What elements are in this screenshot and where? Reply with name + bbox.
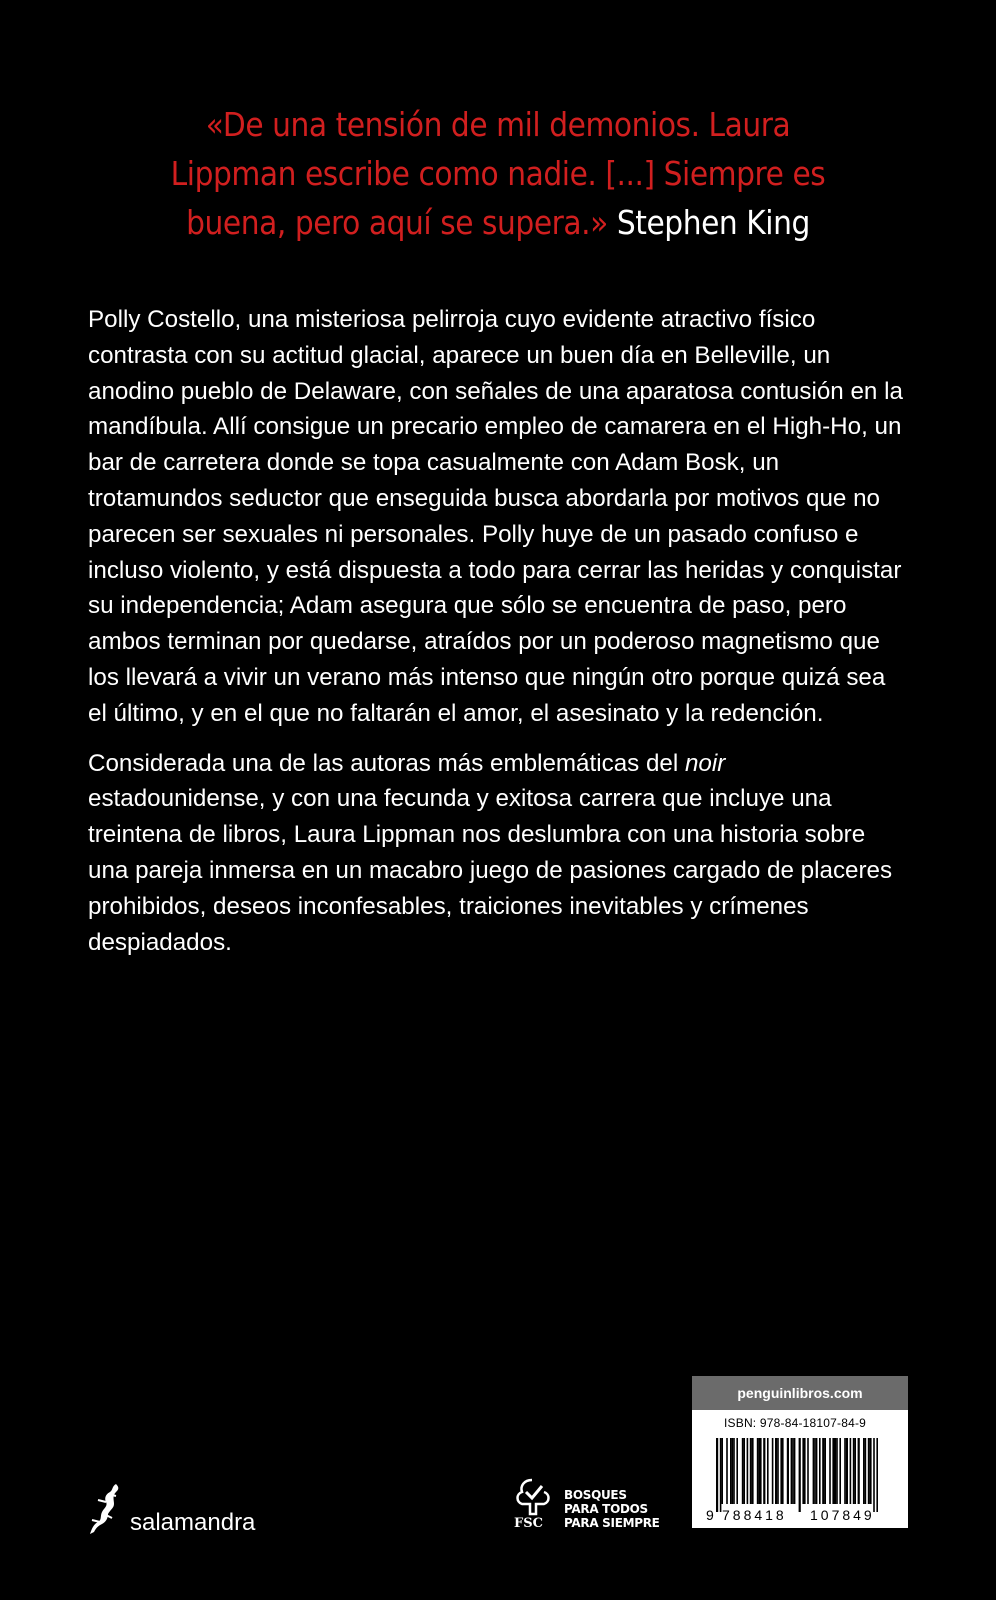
barcode-bar — [816, 1438, 818, 1504]
barcode-bar — [853, 1438, 855, 1504]
barcode-bar — [834, 1438, 836, 1504]
barcode-bar — [736, 1438, 738, 1504]
barcode-bar — [747, 1438, 749, 1504]
fsc-slogan-line-2: PARA TODOS — [564, 1502, 648, 1516]
barcode-bar — [863, 1438, 865, 1504]
barcode-bar — [829, 1438, 831, 1504]
barcode-bar — [794, 1438, 796, 1504]
barcode-bar — [839, 1438, 841, 1504]
barcode-bar — [858, 1438, 860, 1504]
barcode-bar — [868, 1438, 870, 1504]
barcode-digits-left: 788418 — [722, 1507, 787, 1523]
barcode-digits-right: 107849 — [810, 1507, 875, 1523]
barcode-bar — [777, 1438, 779, 1504]
barcode-bar — [758, 1438, 760, 1504]
barcode-bar — [813, 1438, 815, 1504]
synopsis-paragraph-2 — [88, 746, 908, 961]
barcode-bar — [832, 1438, 834, 1504]
barcode-bar — [873, 1438, 875, 1512]
fsc-slogan — [564, 1488, 660, 1530]
barcode-bar — [850, 1438, 852, 1504]
barcode-bar — [720, 1438, 722, 1512]
barcode-bar — [721, 1438, 723, 1504]
barcode-bar — [780, 1438, 782, 1504]
barcode-bar — [807, 1438, 809, 1504]
barcode-bar — [782, 1438, 784, 1504]
barcode-bar — [836, 1438, 838, 1504]
barcode-bar — [742, 1438, 744, 1504]
barcode-bar — [772, 1438, 774, 1504]
barcode-bar — [730, 1438, 732, 1504]
barcode-bar — [760, 1438, 762, 1504]
barcode-bar — [726, 1438, 728, 1504]
publisher-logo — [86, 1484, 255, 1540]
barcode-bar — [814, 1438, 816, 1504]
barcode-bar — [802, 1438, 804, 1504]
barcode-bar — [775, 1438, 777, 1504]
fsc-slogan-line-1: BOSQUES — [564, 1488, 627, 1502]
barcode-area — [692, 1410, 908, 1528]
fsc-label: FSC — [514, 1516, 543, 1531]
barcode-bar — [792, 1438, 794, 1504]
barcode-bar — [751, 1438, 753, 1504]
noir-word: noir — [684, 749, 726, 777]
barcode-bar — [844, 1438, 846, 1504]
synopsis-paragraph-1: Polly Costello, una misteriosa pelirroja cuyo evidente atractivo físico contrasta con su actitud glacial, aparece un buen día en Belleville, un anodino pueblo de Delaware, con señales de una aparatosa contusión en la mandíbula. Allí consigue un precario empleo de camarera en el High-Ho, un bar de carretera donde se topa casualmente con Adam Bosk, un trotamundos seductor que enseguida busca abordarla por motivos que no parecen ser sexuales ni personales. Polly huye de un pasado confuso e incluso violento, y está dispuesta a todo para cerrar las heridas y conquistar su independencia; Adam asegura que sólo se encuentra de paso, pero ambos terminan por quedarse, atraídos por un poderoso magnetismo que los llevará a vivir un verano más intenso que ningún otro porque quizá sea el último, y en el que no faltarán el amor, el asesinato y la redención. — [88, 306, 903, 727]
barcode-bar — [750, 1438, 752, 1504]
fsc-logo — [512, 1476, 672, 1536]
barcode-bar — [763, 1438, 765, 1504]
paragraph-2-start: Considerada una de las autoras más emblemáticas del — [88, 749, 685, 777]
quote-text: «De una tensión de mil demonios. Laura Lippman escribe como nadie. [...] Siempre es buena, pero aquí se supera.» — [170, 105, 826, 242]
barcode-bar — [824, 1438, 826, 1504]
barcode-bar — [732, 1438, 734, 1504]
synopsis — [88, 302, 908, 974]
barcode-bar — [869, 1438, 871, 1504]
barcode-bar — [822, 1438, 824, 1504]
barcode — [704, 1434, 898, 1524]
barcode-bar — [854, 1438, 856, 1504]
barcode-bar — [846, 1438, 848, 1504]
barcode-box — [692, 1376, 908, 1528]
fsc-slogan-line-3: PARA SIEMPRE — [564, 1516, 660, 1530]
barcode-bar — [757, 1438, 759, 1504]
barcode-bar — [767, 1438, 769, 1504]
barcode-bar — [733, 1438, 735, 1504]
paragraph-2-end: estadounidense, y con una fecunda y exitosa carrera que incluye una treintena de libros, Laura Lippman nos deslumbra con una historia sobre una pareja inmersa en un macabro juego de pasiones cargado de placeres prohibidos, deseos inconfesables, traiciones inevitables y crímenes despiadados. — [88, 785, 893, 956]
website-label: penguinlibros.com — [692, 1376, 908, 1410]
isbn-label: ISBN: 978-84-18107-84-9 — [724, 1416, 867, 1430]
barcode-bar — [787, 1438, 789, 1504]
barcode-bar — [791, 1438, 793, 1504]
barcode-bar — [804, 1438, 806, 1504]
barcode-bar — [743, 1438, 745, 1504]
barcode-digit-first: 9 — [706, 1507, 714, 1523]
barcode-bar — [876, 1438, 878, 1512]
quote-author: Stephen King — [616, 203, 810, 242]
barcode-bar — [716, 1438, 718, 1512]
publisher-name: salamandra — [130, 1509, 256, 1536]
salamander-icon — [86, 1482, 126, 1543]
barcode-bar — [819, 1438, 821, 1504]
blurb-quote — [149, 100, 847, 247]
barcode-bar — [799, 1438, 801, 1512]
barcode-bar — [865, 1438, 867, 1504]
